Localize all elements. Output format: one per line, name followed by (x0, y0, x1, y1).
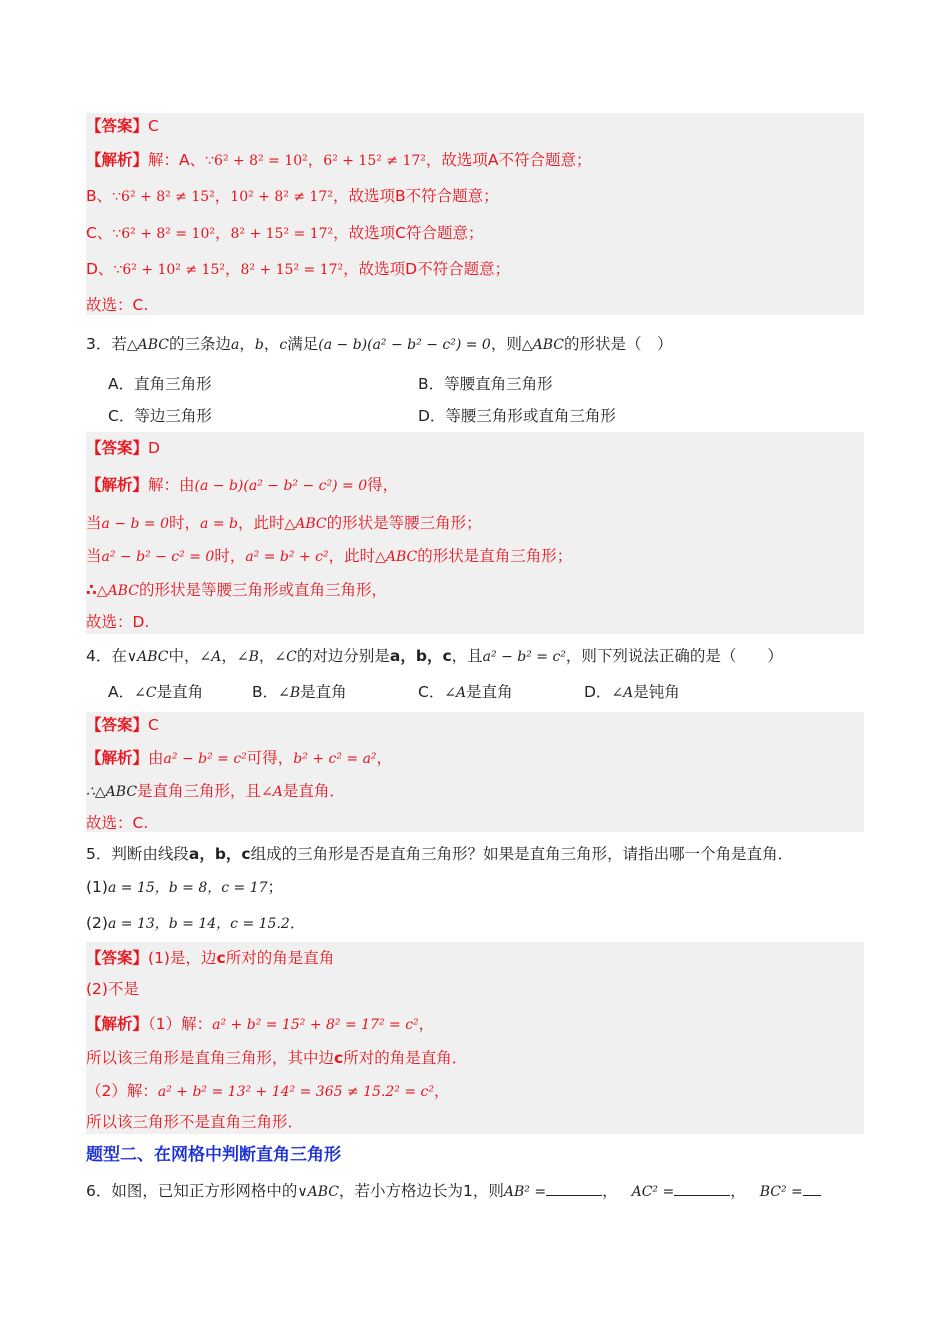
q4-choose: 故选：C. (86, 814, 149, 832)
q3-option-d[interactable]: D．等腰三角形或直角三角形 (418, 407, 616, 425)
q2-analysis-line-a: 【解析】解：A、∵6² + 8² = 10²，6² + 15² ≠ 17²，故选项A不符合题意； (86, 151, 592, 169)
ab-squared-blank[interactable] (546, 1181, 602, 1196)
q4-stem: 4．在∨ABC中，∠A，∠B，∠C的对边分别是a，b，c，且a² − b² = c²，则下列说法正确的是（ ） (86, 647, 783, 665)
analysis-tag: 【解析】 (86, 1015, 149, 1033)
q5-analysis-line-3: （2）解：a² + b² = 13² + 14² = 365 ≠ 15.2² = c²， (86, 1082, 450, 1100)
q2-answer-block (86, 113, 864, 315)
answer-tag: 【答案】 (86, 949, 149, 967)
q3-option-a[interactable]: A．直角三角形 (108, 375, 212, 393)
q5-answer-line-1: 【答案】(1)是，边c所对的角是直角 (86, 949, 335, 967)
q2-choose: 故选：C. (86, 296, 149, 314)
q3-analysis-line-2: 当a − b = 0时，a = b，此时△ABC的形状是等腰三角形； (86, 514, 482, 532)
q4-analysis-line-1: 【解析】由a² − b² = c²可得，b² + c² = a²， (86, 749, 393, 767)
q5-answer-line-2: (2)不是 (86, 980, 139, 998)
q3-option-b[interactable]: B．等腰直角三角形 (418, 375, 553, 393)
q4-option-b[interactable]: B．∠B是直角 (252, 683, 347, 701)
q4-option-c[interactable]: C．∠A是直角 (418, 683, 513, 701)
analysis-tag: 【解析】 (86, 476, 149, 494)
q5-stem: 5．判断由线段a，b，c组成的三角形是否是直角三角形？如果是直角三角形，请指出哪一个角是直角． (86, 845, 794, 863)
analysis-tag: 【解析】 (86, 749, 149, 767)
q5-part-1: (1)a = 15，b = 8，c = 17； (86, 878, 284, 896)
q5-analysis-line-1: 【解析】（1）解：a² + b² = 15² + 8² = 17² = c²， (86, 1015, 435, 1033)
q3-analysis-line-3: 当a² − b² − c² = 0时，a² = b² + c²，此时△ABC的形状是直角三角形； (86, 547, 573, 565)
q2-analysis-line-d: D、∵6² + 10² ≠ 15²，8² + 15² = 17²，故选项D不符合题意； (86, 260, 511, 278)
q4-option-a[interactable]: A．∠C是直角 (108, 683, 204, 701)
q5-answer-block (86, 942, 864, 1134)
answer-value: D (148, 439, 160, 457)
q4-answer-line (86, 715, 159, 735)
q2-analysis-line-c: C、∵6² + 8² = 10²，8² + 15² = 17²，故选项C符合题意； (86, 224, 484, 242)
analysis-tag: 【解析】 (86, 151, 149, 169)
answer-value: C (148, 716, 159, 734)
q4-option-d[interactable]: D．∠A是钝角 (584, 683, 680, 701)
q3-choose: 故选：D. (86, 613, 150, 631)
q3-analysis-line-4: ∴△ABC的形状是等腰三角形或直角三角形， (86, 581, 387, 599)
q2-answer-line (86, 116, 159, 136)
section-title: 题型二、在网格中判断直角三角形 (86, 1145, 341, 1165)
q4-answer-block (86, 712, 864, 832)
q5-analysis-line-2: 所以该三角形是直角三角形，其中边c所对的角是直角． (86, 1049, 468, 1067)
q3-analysis-line-1: 【解析】解：由(a − b)(a² − b² − c²) = 0得， (86, 476, 399, 494)
q5-part-2: (2)a = 13，b = 14，c = 15.2． (86, 914, 306, 932)
answer-tag: 【答案】 (86, 716, 149, 734)
answer-tag: 【答案】 (86, 439, 149, 457)
answer-value: C (148, 117, 159, 135)
q3-option-c[interactable]: C．等边三角形 (108, 407, 212, 425)
ac-squared-blank[interactable] (674, 1181, 730, 1196)
answer-tag: 【答案】 (86, 117, 149, 135)
q3-stem: 3．若△ABC的三条边a，b，c满足(a − b)(a² − b² − c²) = 0，则△ABC的形状是（ ） (86, 335, 673, 353)
q6-stem: 6．如图，已知正方形网格中的∨ABC，若小方格边长为1，则AB² = ， AC² = ， BC² = (86, 1181, 821, 1202)
q5-analysis-line-4: 所以该三角形不是直角三角形． (86, 1113, 304, 1131)
q2-analysis-line-b: B、∵6² + 8² ≠ 15²，10² + 8² ≠ 17²，故选项B不符合题意； (86, 187, 499, 205)
q3-answer-line (86, 438, 160, 458)
q4-analysis-line-2: ∴△ABC是直角三角形，且∠A是直角． (86, 782, 345, 800)
bc-squared-blank[interactable] (803, 1181, 821, 1196)
